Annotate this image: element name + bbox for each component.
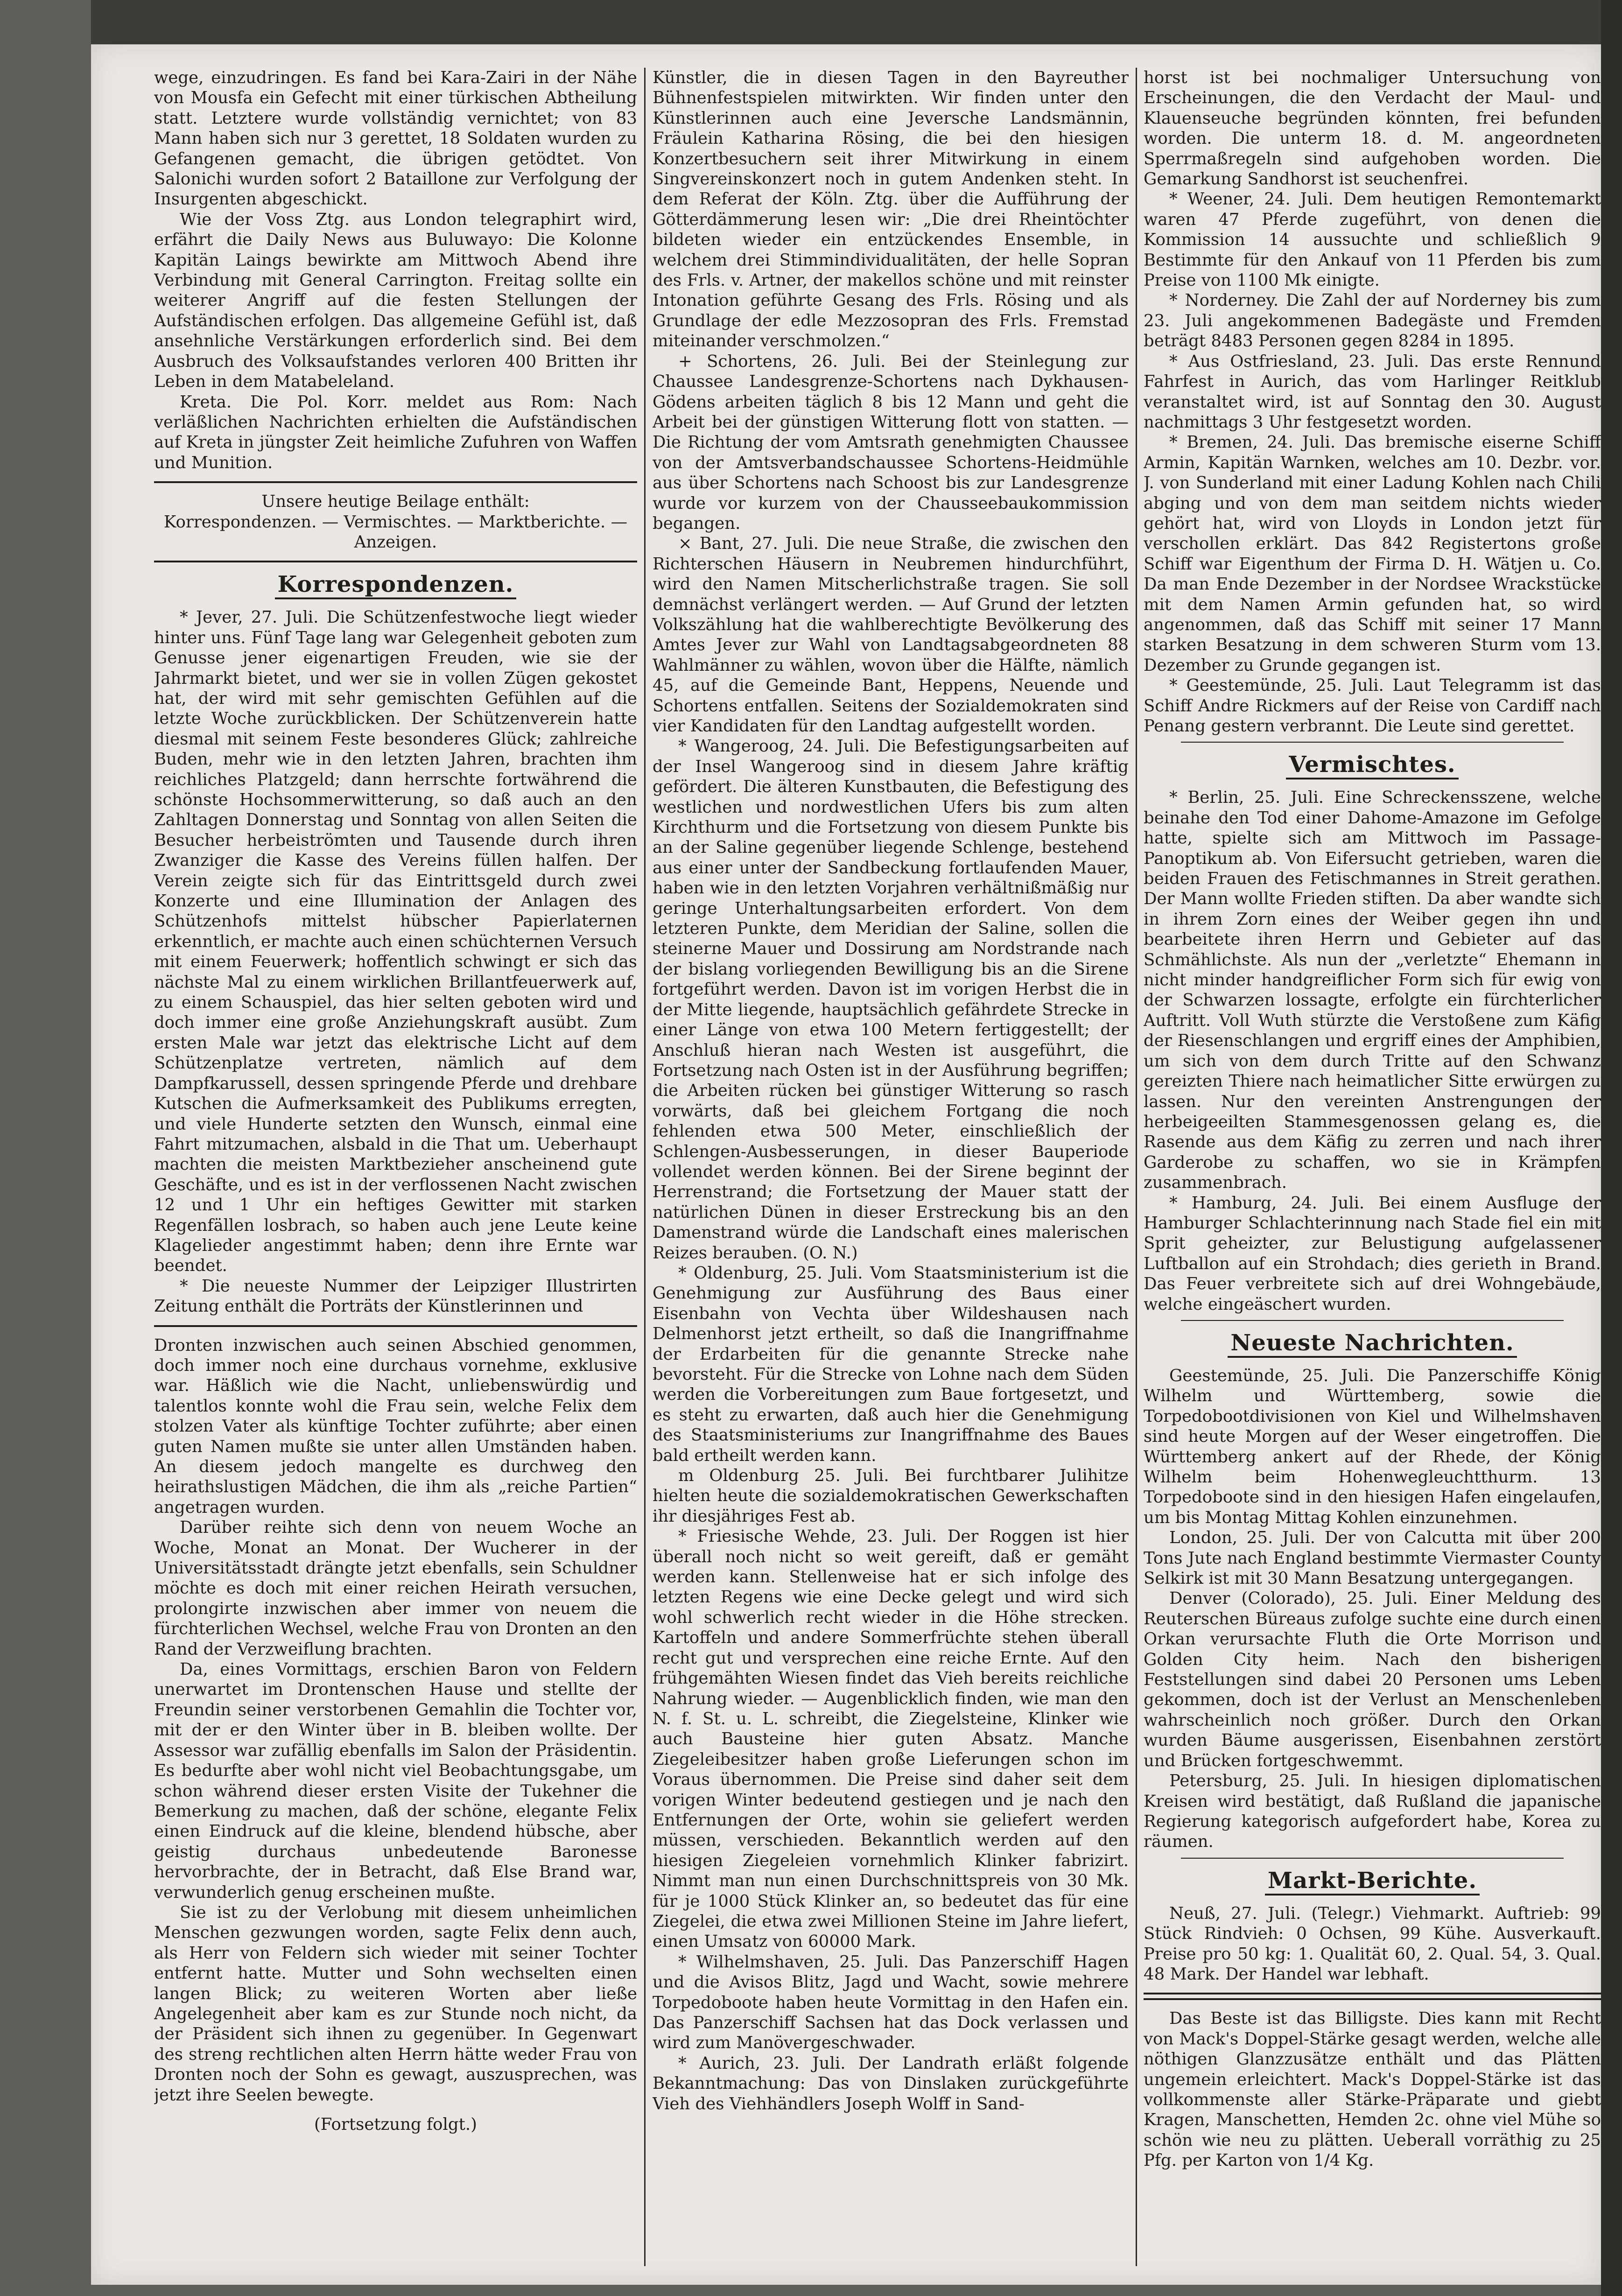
section-title-neueste-nachrichten: Neueste Nachrichten. [1144, 1329, 1601, 1356]
feuilleton-divider [154, 1325, 637, 1327]
section-title-korrespondenzen: Korrespondenzen. [154, 571, 637, 598]
article-paragraph: * Aus Ostfriesland, 23. Juli. Das erste Rennund Fahrfest in Aurich, das vom Harlinger Reitklub veranstaltet wird, ist auf Sonntag den 30. August nachmittags 3 Uhr festgesetzt worden. [1144, 351, 1601, 432]
advertisement-paragraph: Das Beste ist das Billigste. Dies kann mit Recht von Mack's Doppel-Stärke gesagt werden, welche alle nöthigen Glanzzusätze enthält und das Plätten ungemein erleichtert. Mack's Doppel-Stärke ist das vollkommenste aller Stärke-Präparate und giebt Kragen, Manschetten, Hemden 2c. ohne viel Mühe so schön wie neu zu plätten. Ueberall vorräthig zu 25 Pfg. per Karton von 1/4 Kg. [1144, 2009, 1601, 2170]
column-right [1144, 68, 1601, 2266]
article-paragraph: Kreta. Die Pol. Korr. meldet aus Rom: Nach verläßlichen Nachrichten erhielten die Aufständischen auf Kreta in jüngster Zeit heimliche Zufuhren von Waffen und Munition. [154, 392, 637, 472]
feuilleton-paragraph: Sie ist zu der Verlobung mit diesem unheimlichen Menschen gezwungen worden, sagte Felix denn auch, als Herr von Feldern sich wieder mit seiner Tochter entfernt hatte. Mutter und Sohn wechselten einen langen Blick; zu weiteren Worten aber ließe Angelegenheit aber kam es zur Stunde noch nicht, da der Präsident sich ihnen zu gegenüber. In Gegenwart des streng rechtlichen alten Herrn hätte weder Frau von Dronten noch der Sohn es gewagt, auszusprechen, was jetzt ihre Seelen bewegte. [154, 1903, 637, 2105]
section-divider [154, 561, 637, 562]
article-paragraph: + Schortens, 26. Juli. Bei der Steinlegung zur Chaussee Landesgrenze-Schortens nach Dykhausen-Gödens arbeiten täglich 8 bis 12 Mann und geht die Arbeit bei der günstigen Witterung flott von statten. — Die Richtung der vom Amtsrath genehmigten Chaussee von der Amtsverbandschaussee Schortens-Heidmühle aus über Schortens nach Schoost bis zur Landesgrenze wurde vor kurzem von der Chausseebaukommission begangen. [653, 351, 1129, 533]
section-divider [1181, 1858, 1564, 1859]
feuilleton-paragraph: Dronten inzwischen auch seinen Abschied genommen, doch immer noch eine durchaus vornehme, exklusive war. Häßlich wie die Nacht, unliebenswürdig und talentlos konnte wohl die Frau sein, welche Felix dem stolzen Vater als künftige Tochter zuführte; aber einen guten Namen mußte sie unter allen Umständen haben. An diesem jedoch mangelte es durchweg den heirathslustigen Mädchen, die ihm als „reiche Partien“ angetragen wurden. [154, 1335, 637, 1517]
article-paragraph: * Berlin, 25. Juli. Eine Schreckensszene, welche beinahe den Tod einer Dahome-Amazone im Gefolge hatte, spielte sich am Mittwoch im Passage-Panoptikum ab. Von Eifersucht getrieben, waren die beiden Frauen des Fetischmannes in Streit gerathen. Der Mann wollte Frieden stiften. Da aber wandte sich in ihrem Zorn eines der Weiber gegen ihn und bearbeitete ihren Herrn und Gebieter auf das Schmählichste. Als nun der „verletzte“ Ehemann in nicht minder handgreiflicher Form sich für ewig von der Schwarzen lossagte, erfolgte ein fürchterlicher Auftritt. Voll Wuth stürzte die Verstoßene zum Käfig der Riesenschlangen und ergriff eines der Amphibien, um sich von dem durch Tritte auf den Schwanz gereizten Thiere nach heimatlicher Sitte erwürgen zu lassen. Nur den vereinten Anstrengungen der herbeigeeilten Stammesgenossen gelang es, die Rasende aus dem Käfig zu zerren und nach ihrer Garderobe zu schaffen, wo sie in Krämpfen zusammenbrach. [1144, 788, 1601, 1193]
article-paragraph: * Weener, 24. Juli. Dem heutigen Remontemarkt waren 47 Pferde zugeführt, von denen die Kommission 14 aussuchte und schließlich 9 Bestimmte für den Ankauf von 11 Pferden bis zum Preise von 1100 Mk einigte. [1144, 190, 1601, 290]
article-paragraph: horst ist bei nochmaliger Untersuchung von Erscheinungen, die den Verdacht der Maul- und Klauenseuche begründen könnten, frei befunden worden. Die unterm 18. d. M. angeordneten Sperrmaßregeln sind aufgehoben worden. Die Gemarkung Sandhorst ist seuchenfrei. [1144, 68, 1601, 189]
column-rule-2 [1136, 68, 1137, 2266]
article-paragraph: * Friesische Wehde, 23. Juli. Der Roggen ist hier überall noch nicht so weit gereift, daß er gemäht werden kann. Stellenweise hat er sich infolge des letzten Regens wie eine Decke gelegt und wird sich wohl schwerlich recht wieder in die Höhe strecken. Kartoffeln und andere Sommerfrüchte stehen überall recht gut und versprechen eine reiche Ernte. Auf den frühgemähten Wiesen findet das Vieh bereits reichliche Nahrung wieder. — Augenblicklich finden, wie man den N. f. St. u. L. schreibt, die Ziegelsteine, Klinker wie auch Bausteine hier guten Absatz. Manche Ziegeleibesitzer haben große Lieferungen schon im Voraus übernommen. Die Preise sind daher seit dem vorigen Winter bedeutend gestiegen und je nach den Entfernungen der Orte, wohin sie geliefert werden müssen, verschieden. Bekanntlich werden auf den hiesigen Ziegeleien vornehmlich Klinker fabrizirt. Nimmt man nun einen Durchschnittspreis von 30 Mk. für je 1000 Stück Klinker an, so bedeutet das für eine Ziegelei, die etwa zwei Millionen Steine im Jahre liefert, einen Umsatz von 60000 Mark. [653, 1527, 1129, 1952]
article-paragraph: × Bant, 27. Juli. Die neue Straße, die zwischen den Richterschen Häusern in Neubremen hindurchführt, wird den Namen Mitscherlichstraße tragen. Sie soll demnächst verlängert werden. — Auf Grund der letzten Volkszählung hat die wahlberechtigte Bevölkerung des Amtes Jever zur Wahl von Landtagsabgeordneten 88 Wahlmänner zu wählen, wovon über die Hälfte, nämlich 45, auf die Gemeinde Bant, Heppens, Neuende und Schortens entfallen. Seitens der Sozialdemokraten sind vier Kandidaten für den Landtag aufgestellt worden. [653, 534, 1129, 736]
column-rule-1 [644, 68, 646, 2266]
scan-right-border [1601, 0, 1622, 2296]
article-paragraph: Neuß, 27. Juli. (Telegr.) Viehmarkt. Auftrieb: 99 Stück Rindvieh: 0 Ochsen, 99 Kühe. Ausverkauft. Preise pro 50 kg: 1. Qualität 60, 2. Qual. 54, 3. Qual. 48 Mark. Der Handel war lebhaft. [1144, 1903, 1601, 1984]
article-paragraph: * Geestemünde, 25. Juli. Laut Telegramm ist das Schiff Andre Rickmers auf der Reise von Cardiff nach Penang gestern verbrannt. Die Leute sind gerettet. [1144, 676, 1601, 736]
column-middle [653, 68, 1129, 2266]
article-paragraph: Wie der Voss Ztg. aus London telegraphirt wird, erfährt die Daily News aus Buluwayo: Die Kolonne Kapitän Laings bewirkte am Mittwoch Abend ihre Verbindung mit General Carrington. Freitag sollte ein weiterer Angriff auf die festen Stellungen der Aufständischen erfolgen. Das allgemeine Gefühl ist, daß ansehnliche Verstärkungen erforderlich sind. Bei dem Ausbruch des Volksaufstandes verloren 400 Britten ihr Leben in dem Matabeleland. [154, 210, 637, 392]
ad-divider-second [1144, 1998, 1601, 2000]
article-paragraph: * Norderney. Die Zahl der auf Norderney bis zum 23. Juli angekommenen Badegäste und Fremden beträgt 8483 Personen gegen 8284 in 1895. [1144, 291, 1601, 351]
article-paragraph: * Hamburg, 24. Juli. Bei einem Ausfluge der Hamburger Schlachterinnung nach Stade fiel ein mit Sprit geheizter, zur Belustigung aufgelassener Luftballon auf ein Strohdach; dies gerieth in Brand. Das Feuer verbreitete sich auf drei Wohngebäude, welche eingeäschert wurden. [1144, 1193, 1601, 1314]
article-paragraph: * Bremen, 24. Juli. Das bremische eiserne Schiff Armin, Kapitän Warnken, welches am 10. Dezbr. vor. J. von Sunderland mit einer Ladung Kohlen nach Chili abging und von dem man seitdem nichts wieder gehört hat, wird von Lloyds in London jetzt für verschollen erklärt. Das 842 Registertons große Schiff war Eigenthum der Firma D. H. Wätjen u. Co. Da man Ende Dezember in der Nordsee Wrackstücke mit dem Namen Armin gefunden hat, so wird angenommen, daß das Schiff mit seiner 17 Mann starken Besatzung in dem schweren Sturm vom 13. Dezember zu Grunde gegangen ist. [1144, 433, 1601, 675]
article-paragraph: * Wilhelmshaven, 25. Juli. Das Panzerschiff Hagen und die Avisos Blitz, Jagd und Wacht, sowie mehrere Torpedoboote haben heute Vormittag in den Hafen ein. Das Panzerschiff Sachsen hat das Dock verlassen und wird zum Manövergeschwader. [653, 1952, 1129, 2053]
beilage-heading: Unsere heutige Beilage enthält: [261, 492, 530, 512]
feuilleton-paragraph: Darüber reihte sich denn von neuem Woche an Woche, Monat an Monat. Der Wucherer in der Universitätsstadt drängte jetzt ebenfalls, sein Schuldner möchte es doch mit einer reichen Heirath versuchen, prolongirte inzwischen aber immer von neuem die fürchterlichen Wechsel, welche Frau von Dronten an den Rand der Verzweiflung brachten. [154, 1518, 637, 1659]
ad-divider [1144, 1993, 1601, 1994]
article-paragraph: Denver (Colorado), 25. Juli. Einer Meldung des Reuterschen Büreaus zufolge suchte eine durch einen Orkan verursachte Fluth die Orte Morrison und Golden City heim. Nach den bisherigen Feststellungen sind dabei 20 Personen ums Leben gekommen, doch ist der Verlust an Menschenleben wahrscheinlich noch größer. Durch den Orkan wurden Bäume ausgerissen, Eisenbahnen zerstört und Brücken fortgeschwemmt. [1144, 1589, 1601, 1770]
article-paragraph: Geestemünde, 25. Juli. Die Panzerschiffe König Wilhelm und Württemberg, sowie die Torpedobootdivisionen von Kiel und Wilhelmshaven sind heute Morgen auf der Weser eingetroffen. Die Württemberg ankert auf der Rhede, der König Wilhelm beim Hohenwegleuchtthurm. 13 Torpedoboote sind in den hiesigen Hafen eingelaufen, um bis Montag Mittag Kohlen einzunehmen. [1144, 1366, 1601, 1527]
section-divider [1181, 742, 1564, 743]
beilage-items: Korrespondenzen. — Vermischtes. — Marktberichte. — Anzeigen. [163, 512, 628, 552]
article-paragraph: * Oldenburg, 25. Juli. Vom Staatsministerium ist die Genehmigung zur Ausführung des Baus einer Eisenbahn von Vechta über Wildeshausen nach Delmenhorst jetzt ertheilt, so daß die Inangriffnahme der Erdarbeiten für die genannte Strecke nahe bevorsteht. Für die Strecke von Lohne nach dem Süden werden die Vorbereitungen zum Baue fortgesetzt, und es steht zu erwarten, daß auch hier die Genehmigung des Staatsministeriums zur Inangriffnahme des Baues bald ertheilt werden kann. [653, 1263, 1129, 1465]
article-paragraph: * Jever, 27. Juli. Die Schützenfestwoche liegt wieder hinter uns. Fünf Tage lang war Gelegenheit geboten zum Genusse jener eigenartigen Freuden, wie sie der Jahrmarkt bietet, und wer sie in vollen Zügen gekostet hat, der wird mit sehr gemischten Gefühlen auf die letzte Woche zurückblicken. Der Schützenverein hatte diesmal mit seinem Feste besonderes Glück; zahlreiche Buden, mehr wie in den letzten Jahren, brachten ihm reichliches Platzgeld; dann herrschte fortwährend die schönste Hochsommerwitterung, so daß auch an den Zahltagen Donnerstag und Sonntag von allen Seiten die Besucher herbeiströmten und Tausende durch ihren Zwanziger die Kasse des Vereins füllen halfen. Der Verein zeigte sich für das Eintrittsgeld durch zwei Konzerte und eine Illumination der Anlagen des Schützenhofs mittelst hübscher Papierlaternen erkenntlich, er machte auch einen schüchternen Versuch mit einem Feuerwerk; hoffentlich schwingt er sich das nächste Mal zu einem wirklichen Brillantfeuerwerk auf, zu einem Schauspiel, das hier selten geboten wird und doch immer eine große Anziehungskraft ausübt. Zum ersten Male war jetzt das elektrische Licht auf dem Schützenplatze vertreten, nämlich auf dem Dampfkarussell, dessen springende Pferde und drehbare Kutschen die Aufmerksamkeit des Publikums erregten, und viele Hunderte setzten den Wunsch, einmal eine Fahrt mitzumachen, alsbald in die That um. Ueberhaupt machten die meisten Marktbezieher anscheinend gute Geschäfte, und es ist in der verflossenen Nacht zwischen 12 und 1 Uhr ein heftiges Gewitter mit starken Regenfällen losbrach, so haben auch jene Leute keine Klagelieder angestimmt haben; denn ihre Ernte war beendet. [154, 608, 637, 1276]
scan-top-border [91, 0, 1601, 44]
column-left [154, 68, 637, 2266]
article-paragraph: London, 25. Juli. Der von Calcutta mit über 200 Tons Jute nach England bestimmte Viermaster County Selkirk ist mit 30 Mann Besatzung untergegangen. [1144, 1528, 1601, 1588]
article-paragraph: Petersburg, 25. Juli. In hiesigen diplomatischen Kreisen wird bestätigt, daß Rußland die japanische Regierung kategorisch aufgefordert habe, Korea zu räumen. [1144, 1771, 1601, 1852]
article-paragraph: * Wangeroog, 24. Juli. Die Befestigungsarbeiten auf der Insel Wangeroog sind in diesem Jahre kräftig gefördert. Die älteren Kunstbauten, die Befestigung des westlichen und nordwestlichen Ufers bis zum alten Kirchthurm und die Fortsetzung von diesem Punkte bis an der Saline gegenüber liegende Schlenge, bestehend aus einer unter der Sandbeckung fortlaufenden Mauer, haben wie in den letzten Vorjahren verhältnißmäßig nur geringe Unterhaltungsarbeiten erfordert. Von dem letzteren Punkte, dem Meridian der Saline, sollen die steinerne Mauer und Dossirung am Nordstrande nach der bislang vorliegenden Bewilligung bis an die Sirene fortgeführt werden. Davon ist im vorigen Herbst die in der Mitte liegende, hauptsächlich gefährdete Strecke in einer Länge von etwa 100 Metern fertiggestellt; der Anschluß hieran nach Westen ist ausgeführt, die Fortsetzung nach Osten ist in der Ausführung begriffen; die Arbeiten rücken bei günstiger Witterung so rasch vorwärts, daß bei gleichem Fortgang die noch fehlenden etwa 500 Meter, einschließlich der Schlengen-Ausbesserungen, in dieser Bauperiode vollendet werden können. Bei der Sirene beginnt der Herrenstrand; die Fortsetzung der Mauer statt der natürlichen Dünen in dieser Erstreckung bis an den Damenstrand würde die Landschaft eines malerischen Reizes berauben. (O. N.) [653, 737, 1129, 1263]
article-paragraph: m Oldenburg 25. Juli. Bei furchtbarer Julihitze hielten heute die sozialdemokratischen Gewerkschaften ihr diesjähriges Fest ab. [653, 1466, 1129, 1526]
feuilleton-paragraph: Da, eines Vormittags, erschien Baron von Feldern unerwartet im Drontenschen Hause und stellte der Freundin seiner verstorbenen Gemahlin die Tochter vor, mit der er den Winter über in B. bleiben wollte. Der Assessor war zufällig ebenfalls im Salon der Präsidentin. Es bedurfte aber wohl nicht viel Beobachtungsgabe, um schon während dieser ersten Visite der Tukehner die Bemerkung zu machen, daß der schöne, elegante Felix einen Eindruck auf die kleine, blendend hübsche, aber geistig durchaus unbedeutende Baronesse hervorbrachte, der in Betracht, daß Else Brand war, verwunderlich genug erscheinen mußte. [154, 1660, 637, 1902]
section-divider [1181, 1320, 1564, 1321]
continuation-note: (Fortsetzung folgt.) [314, 2115, 477, 2134]
article-paragraph: * Aurich, 23. Juli. Der Landrath erläßt folgende Bekanntmachung: Das von Dinslaken zurückgeführte Vieh des Viehhändlers Joseph Wolff in Sand- [653, 2053, 1129, 2113]
section-divider [154, 481, 637, 483]
section-title-markt-berichte: Markt-Berichte. [1144, 1867, 1601, 1894]
newspaper-page [91, 44, 1601, 2285]
article-paragraph: wege, einzudringen. Es fand bei Kara-Zairi in der Nähe von Mousfa ein Gefecht mit einer türkischen Abtheilung statt. Letztere wurde vollständig vernichtet; von 83 Mann haben sich nur 3 gerettet, 18 Soldaten wurden zu Gefangenen gemacht, die übrigen getödtet. Von Salonichi wurden sofort 2 Bataillone zur Verfolgung der Insurgenten abgeschickt. [154, 68, 637, 209]
article-paragraph: Künstler, die in diesen Tagen in den Bayreuther Bühnenfestspielen mitwirkten. Wir finden unter den Künstlerinnen auch eine Jeversche Landsmännin, Fräulein Katharina Rösing, die bei den hiesigen Konzertbesuchern seit ihrer Mitwirkung in einem Singvereinskonzert noch in gutem Andenken steht. In dem Referat der Köln. Ztg. über die Aufführung der Götterdämmerung lesen wir: „Die drei Rheintöchter bildeten wieder ein entzückendes Ensemble, in welchem drei Stimmindividualitäten, der helle Sopran des Frls. v. Artner, der makellos schöne und mit reinster Intonation geführte Gesang des Frls. Rösing und als Grundlage der edle Mezzosopran des Frls. Fremstad miteinander verschmolzen.“ [653, 68, 1129, 351]
article-paragraph: * Die neueste Nummer der Leipziger Illustrirten Zeitung enthält die Porträts der Künstlerinnen und [154, 1276, 637, 1316]
section-title-vermischtes: Vermischtes. [1144, 751, 1601, 778]
